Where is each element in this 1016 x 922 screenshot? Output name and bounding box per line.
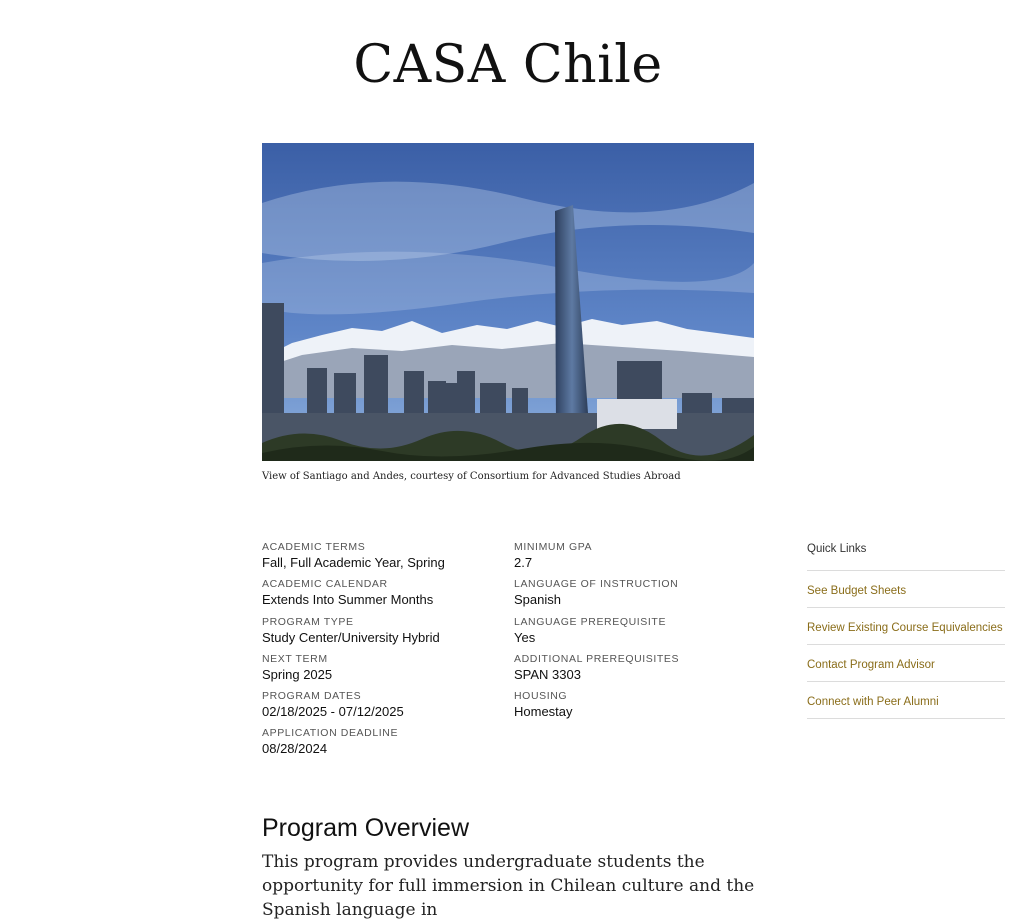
fact-housing xyxy=(514,690,754,727)
fact-label: NEXT TERM xyxy=(262,652,328,665)
fact-label: ADDITIONAL PREREQUISITES xyxy=(514,652,680,665)
fact-label: LANGUAGE OF INSTRUCTION xyxy=(514,578,679,591)
fact-value: Spring 2025 xyxy=(262,666,333,682)
fact-label: LANGUAGE PREREQUISITE xyxy=(514,615,667,628)
connect-peer-alumni-link[interactable]: Connect with Peer Alumni xyxy=(807,682,1005,719)
program-facts-right xyxy=(514,541,754,727)
fact-academic-terms xyxy=(262,541,502,578)
fact-label: PROGRAM DATES xyxy=(262,690,362,703)
fact-program-type xyxy=(262,616,502,653)
fact-label: MINIMUM GPA xyxy=(514,541,593,553)
fact-application-deadline xyxy=(262,727,502,764)
quick-links-heading: Quick Links xyxy=(807,537,1005,571)
program-overview-text: This program provides undergraduate students the opportunity for full immersion in Chilean culture and the Spanish language in xyxy=(262,852,755,920)
fact-program-dates xyxy=(262,690,502,727)
quick-links-panel xyxy=(807,537,1005,719)
fact-minimum-gpa xyxy=(514,541,754,578)
program-facts-left xyxy=(262,541,502,765)
fact-label: HOUSING xyxy=(514,690,568,703)
fact-label: PROGRAM TYPE xyxy=(262,615,354,628)
fact-value: Spanish xyxy=(514,592,561,608)
fact-language-prerequisite xyxy=(514,616,754,653)
see-budget-sheets-link[interactable]: See Budget Sheets xyxy=(807,571,1005,608)
fact-additional-prerequisites xyxy=(514,653,754,690)
fact-value: Study Center/University Hybrid xyxy=(262,629,440,645)
fact-value: Extends Into Summer Months xyxy=(262,592,434,608)
fact-next-term xyxy=(262,653,502,690)
fact-value: 08/28/2024 xyxy=(262,741,328,757)
fact-value: 02/18/2025 - 07/12/2025 xyxy=(262,704,404,720)
fact-value: SPAN 3303 xyxy=(514,666,581,682)
fact-value: Yes xyxy=(514,629,536,645)
review-course-equivalencies-link[interactable]: Review Existing Course Equivalencies xyxy=(807,608,1005,645)
image-caption: View of Santiago and Andes, courtesy of Consortium for Advanced Studies Abroad xyxy=(262,471,681,482)
fact-language-of-instruction xyxy=(514,578,754,615)
fact-label: APPLICATION DEADLINE xyxy=(262,727,399,740)
program-overview-heading: Program Overview xyxy=(262,814,469,842)
contact-program-advisor-link[interactable]: Contact Program Advisor xyxy=(807,645,1005,682)
fact-value: Homestay xyxy=(514,704,573,720)
page-title: CASA Chile xyxy=(353,35,663,95)
hero-image xyxy=(262,143,754,461)
fact-value: Fall, Full Academic Year, Spring xyxy=(262,555,445,570)
fact-value: 2.7 xyxy=(514,555,533,570)
fact-label: ACADEMIC TERMS xyxy=(262,541,366,553)
fact-academic-calendar xyxy=(262,578,502,615)
fact-label: ACADEMIC CALENDAR xyxy=(262,578,388,591)
